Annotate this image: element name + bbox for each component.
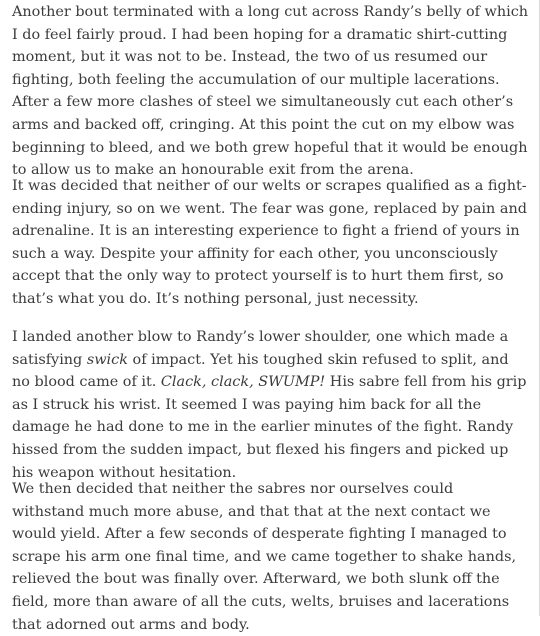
paragraph-4	[12, 478, 529, 636]
paragraph-3-text-b: of impact. Yet his toughed skin refused to split, and no blood came of it.	[12, 351, 509, 391]
paragraph-3	[12, 326, 529, 484]
paragraph-3-text-a: I landed another blow to Randy’s lower shoulder, one which made a satisfying	[12, 329, 509, 368]
paragraph-2-text: It was decided that neither of our welts or scrapes qualified as a fight-ending injury, so on we went. The fear was gone, replaced by pain and adrenaline. It is an interesting experience to fight a friend of yours in such a way. Despite your affinity for each other, you unconsciously accept that the only way to protect yourself is to hurt them first, so that’s what you do. It’s nothing personal, just necessity.	[12, 178, 527, 307]
paragraph-1-text: Another bout terminated with a long cut across Randy’s belly of which I do feel fairly proud. I had been hoping for a dramatic shirt-cutting moment, but it was not to be. Instead, the two of us resumed our fighting, both feeling the accumulation of our multiple lacerations. After a few more clashes of steel we simultaneously cut each other’s arms and backed off, cringing. At this point the cut on my elbow was beginning to bleed, and we both grew hopeful that it would be enough to allow us to make an honourable exit from the arena.	[12, 4, 529, 179]
paragraph-1	[12, 1, 529, 182]
paragraph-4-text: We then decided that neither the sabres nor ourselves could withstand much more abuse, and that that at the next contact we would yield. After a few seconds of desperate fighting I managed to scrape his arm one final time, and we came together to shake hands, relieved the bout was finally over. Afterward, we both slunk off the field, more than aware of all the cuts, welts, bruises and lacerations that adorned out arms and body.	[12, 481, 517, 633]
paragraph-3-italic-sound: Clack, clack, SWUMP!	[160, 374, 326, 391]
paragraph-2	[12, 175, 529, 311]
paragraph-3-text-c: His sabre fell from his grip as I struck his wrist. It seemed I was paying him back for all the damage he had done to me in the earlier minutes of the fight. Randy hissed from the sudden impact, but flexed his fingers and picked up his weapon without hesitation.	[12, 374, 527, 481]
paragraph-3-italic-swick: swick	[86, 351, 128, 368]
